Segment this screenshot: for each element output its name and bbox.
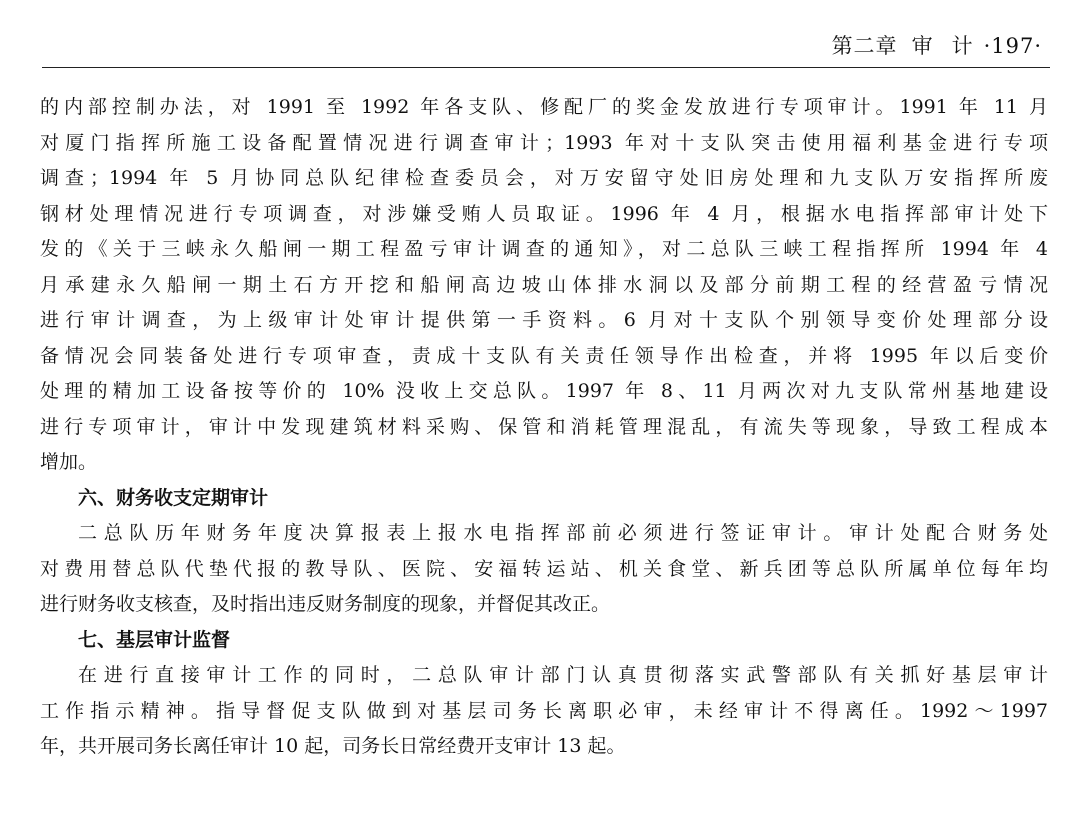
text-line: 月承建永久船闸一期土石方开挖和船闸高边坡山体排水洞以及部分前期工程的经营盈亏情况 xyxy=(40,273,1048,296)
text-line: 进行财务收支核查，及时指出违反财务制度的现象，并督促其改正。 xyxy=(40,593,611,615)
paragraph-internal-control xyxy=(40,90,1048,481)
text-line: 处理的精加工设备按等价的 10% 没收上交总队。1997 年 8、11 月两次对九支队常州基地建设 xyxy=(40,380,1048,402)
text-line: 进行专项审计，审计中发现建筑材料采购、保管和消耗管理混乱，有流失等现象，导致工程成本 xyxy=(40,415,1048,438)
text-line: 发的《关于三峡永久船闸一期工程盈亏审计调查的通知》，对二总队三峡工程指挥所 1994 年 4 xyxy=(40,238,1048,260)
text-line: 年，共开展司务长离任审计 10 起，司务长日常经费开支审计 13 起。 xyxy=(40,735,626,757)
paragraph-financial-audit xyxy=(40,516,1048,623)
text-line: 对费用替总队代垫代报的教导队、医院、安福转运站、机关食堂、新兵团等总队所属单位每年均 xyxy=(40,557,1048,580)
section-title-char-2: 计 xyxy=(951,34,974,58)
text-line: 进行审计调查，为上级审计处审计提供第一手资料。6 月对十支队个别领导变价处理部分设 xyxy=(40,309,1048,331)
text-line: 调查；1994 年 5 月协同总队纪律检查委员会，对万安留守处旧房处理和九支队万安指挥所废 xyxy=(40,167,1048,189)
text-line: 的内部控制办法，对 1991 至 1992 年各支队、修配厂的奖金发放进行专项审计。1991 年 11 月 xyxy=(40,96,1048,118)
section-heading-financial-audit: 六、财务收支定期审计 xyxy=(78,486,269,509)
text-line: 备情况会同装备处进行专项审查，责成十支队有关责任领导作出检查，并将 1995 年以后变价 xyxy=(40,344,1048,367)
text-line: 在进行直接审计工作的同时，二总队审计部门认真贯彻落实武警部队有关抓好基层审计 xyxy=(78,664,1048,686)
section-title-char-1: 审 xyxy=(911,34,934,58)
page-number: ·197· xyxy=(983,34,1042,58)
chapter-title: 第二章 xyxy=(831,34,898,58)
text-line: 工作指示精神。指导督促支队做到对基层司务长离职必审，未经审计不得离任。1992～1997 xyxy=(40,699,1048,722)
text-line: 钢材处理情况进行专项调查，对涉嫌受贿人员取证。1996 年 4 月，根据水电指挥部审计处下 xyxy=(40,202,1048,225)
text-line: 对厦门指挥所施工设备配置情况进行调查审计；1993 年对十支队突击使用福利基金进行专项 xyxy=(40,131,1048,154)
text-line: 二总队历年财务年度决算报表上报水电指挥部前必须进行签证审计。审计处配合财务处 xyxy=(78,522,1048,544)
paragraph-grassroots-audit xyxy=(40,658,1048,765)
header-rule xyxy=(42,67,1050,68)
body-text xyxy=(40,90,1048,765)
running-header xyxy=(832,30,1042,60)
text-line: 增加。 xyxy=(40,451,98,473)
section-heading-grassroots-audit: 七、基层审计监督 xyxy=(78,628,231,651)
